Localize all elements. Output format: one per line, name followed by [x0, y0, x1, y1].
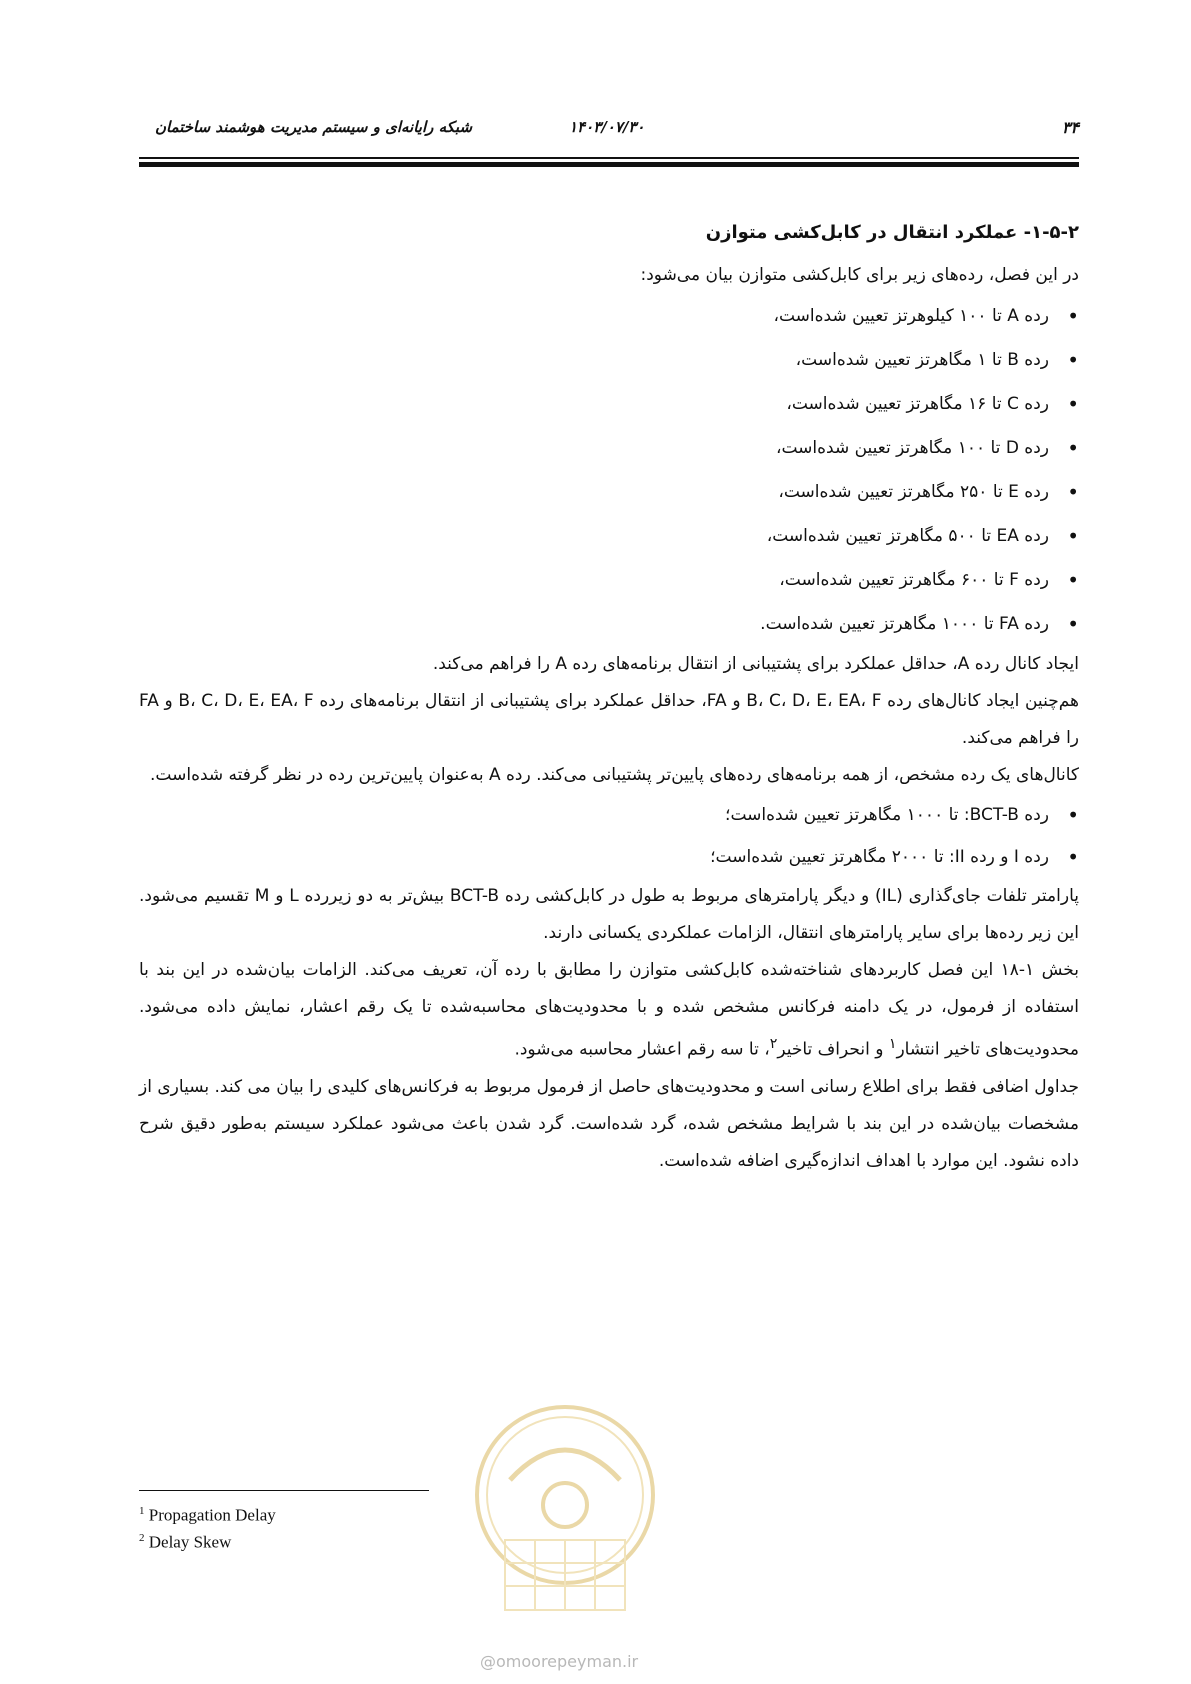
- list-item: • رده F تا ۶۰۰ مگاهرتز تعیین شده‌است،: [139, 558, 1079, 602]
- paragraph: هم‌چنین ایجاد کانال‌های رده B، C، D، E، EA، F و FA، حداقل عملکرد برای پشتیبانی از انتقال برنامه‌های رده B، C، D، E، EA، F و FA را فراهم می‌کند.: [139, 691, 1079, 748]
- footnote-item: [139, 1527, 276, 1554]
- list-item: • رده B تا ۱ مگاهرتز تعیین شده‌است،: [139, 338, 1079, 382]
- paragraph-text: بخش ۱-۱۸ این فصل کاربردهای شناخته‌شده کابل‌کشی متوازن را مطابق با رده آن، تعریف می‌کند. الزامات بیان‌شده در این بند با استفاده از فرمول، در یک دامنه فرکانس مشخص شده و با محدودیت‌های محاسبه‌شده تا یک رقم اعشار، نمایش داده می‌شود. محدودیت‌های تاخیر انتشار: [139, 960, 1079, 1060]
- footnote-rule: [139, 1490, 429, 1491]
- list-item: • رده C تا ۱۶ مگاهرتز تعیین شده‌است،: [139, 382, 1079, 426]
- page-header: [139, 118, 1079, 148]
- header-rule-thick: [139, 162, 1079, 167]
- header-rule-thin: [139, 157, 1079, 159]
- list-item: • رده FA تا ۱۰۰۰ مگاهرتز تعیین شده‌است.: [139, 602, 1079, 646]
- paragraph: کانال‌های یک رده مشخص، از همه برنامه‌های رده‌های پایین‌تر پشتیبانی می‌کند. رده A به‌عنوان پایین‌ترین رده در نظر گرفته شده‌است.: [150, 765, 1079, 785]
- page-number: ۳۴: [1061, 118, 1079, 137]
- footnotes: [139, 1500, 276, 1553]
- watermark-logo: [455, 1400, 675, 1650]
- section-title: ۱-۵-۲- عملکرد انتقال در کابل‌کشی متوازن: [705, 222, 1079, 243]
- list-item: • رده A تا ۱۰۰ کیلوهرتز تعیین شده‌است،: [139, 294, 1079, 338]
- list-item: • رده D تا ۱۰۰ مگاهرتز تعیین شده‌است،: [139, 426, 1079, 470]
- paragraph: پارامتر تلفات جای‌گذاری (IL) و دیگر پارامترهای مربوط به طول در کابل‌کشی رده BCT-B بیش‌تر به دو زیررده L و M تقسیم می‌شود. این زیر رده‌ها برای سایر پارامترهای انتقال، الزامات عملکردی یکسانی دارند.: [139, 886, 1079, 943]
- watermark-site: @omoorepeyman.ir: [480, 1652, 639, 1671]
- footnote-ref[interactable]: ۲: [769, 1036, 778, 1052]
- list-item: • رده BCT-B: تا ۱۰۰۰ مگاهرتز تعیین شده‌است؛: [139, 794, 1079, 836]
- page-content: [139, 214, 1079, 1180]
- paragraph-text: و انحراف تاخیر: [777, 1039, 889, 1060]
- header-date: ۱۴۰۳/۰۷/۳۰: [569, 118, 645, 136]
- intro-paragraph: در این فصل، رده‌های زیر برای کابل‌کشی متوازن بیان می‌شود:: [640, 265, 1079, 285]
- watermark-seal-icon: [455, 1400, 675, 1650]
- paragraph: جداول اضافی فقط برای اطلاع رسانی است و محدودیت‌های حاصل از فرمول مربوط به فرکانس‌های کلیدی را بیان می کند. بسیاری از مشخصات بیان‌شده در این بند با شرایط مشخص شده، گرد شده‌است. گرد شدن باعث می‌شود عملکرد سیستم به‌طور دقیق شرح داده نشود. این موارد با اهداف اندازه‌گیری اضافه شده‌است.: [139, 1076, 1079, 1171]
- footnote-text: Propagation Delay: [148, 1505, 276, 1525]
- list-item: • رده E تا ۲۵۰ مگاهرتز تعیین شده‌است،: [139, 470, 1079, 514]
- class-list: [139, 294, 1079, 646]
- bct-list: [139, 794, 1079, 878]
- paragraph: [139, 952, 1079, 1069]
- footnote-text: Delay Skew: [148, 1532, 232, 1552]
- paragraph: ایجاد کانال رده A، حداقل عملکرد برای پشتیبانی از انتقال برنامه‌های رده A را فراهم می‌کند.: [432, 654, 1079, 674]
- paragraph-text: ، تا سه رقم اعشار محاسبه می‌شود.: [514, 1039, 770, 1060]
- footnote-number: 2: [139, 1531, 145, 1544]
- list-item: • رده EA تا ۵۰۰ مگاهرتز تعیین شده‌است،: [139, 514, 1079, 558]
- list-item: • رده I و رده II: تا ۲۰۰۰ مگاهرتز تعیین شده‌است؛: [139, 836, 1079, 878]
- footnote-number: 1: [139, 1505, 145, 1517]
- header-title: شبکه رایانه‌ای و سیستم مدیریت هوشمند ساختمان: [155, 118, 473, 136]
- footnote-item: [139, 1500, 276, 1527]
- footnote-ref[interactable]: ۱: [888, 1036, 897, 1052]
